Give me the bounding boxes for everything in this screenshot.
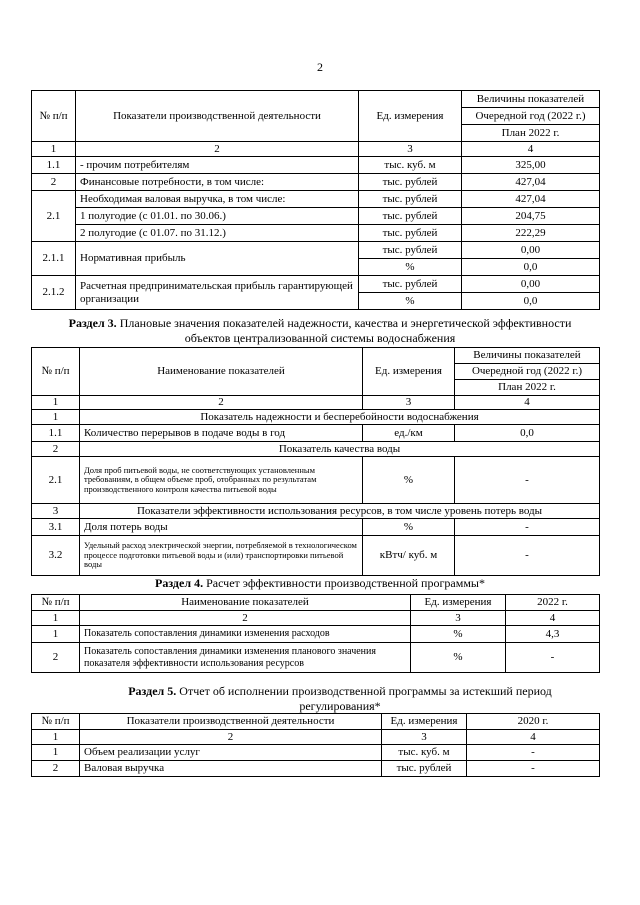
row-num: 1.1 xyxy=(32,157,76,174)
row-num: 3.1 xyxy=(32,519,80,536)
header-year: Очередной год (2022 г.) xyxy=(455,364,600,380)
production-indicators-table xyxy=(31,90,600,310)
index-cell: 4 xyxy=(467,730,600,745)
row-name: Удельный расход электрической энергии, потребляемой в технологическом процессе подготовки питьевой воды и (или) транспортировки питьевой воды xyxy=(80,536,363,576)
row-unit: тыс. куб. м xyxy=(382,745,467,761)
table-row xyxy=(32,457,600,504)
row-value: 0,00 xyxy=(462,242,600,259)
row-name: Объем реализации услуг xyxy=(80,745,382,761)
row-name: Финансовые потребности, в том числе: xyxy=(76,174,359,191)
row-unit: тыс. рублей xyxy=(359,191,462,208)
table-row xyxy=(32,225,600,242)
row-num: 2.1 xyxy=(32,457,80,504)
table-row xyxy=(32,643,600,673)
row-num: 1 xyxy=(32,745,80,761)
table-row xyxy=(32,519,600,536)
row-value: 427,04 xyxy=(462,191,600,208)
row-value: 427,04 xyxy=(462,174,600,191)
index-cell: 3 xyxy=(411,611,506,626)
row-unit: тыс. рублей xyxy=(359,225,462,242)
row-value: 0,00 xyxy=(462,276,600,293)
table-row xyxy=(32,761,600,777)
header-num: № п/п xyxy=(32,91,76,142)
index-cell: 1 xyxy=(32,142,76,157)
index-cell: 4 xyxy=(455,396,600,410)
row-name: Расчетная предпринимательская прибыль гарантирующей организации xyxy=(76,276,359,310)
row-value: - xyxy=(467,745,600,761)
row-value: 4,3 xyxy=(506,626,600,643)
row-unit: тыс. рублей xyxy=(382,761,467,777)
header-name: Наименование показателей xyxy=(80,348,363,396)
row-value: - xyxy=(455,536,600,576)
row-unit: тыс. рублей xyxy=(359,242,462,259)
index-cell: 4 xyxy=(506,611,600,626)
row-unit: тыс. куб. м xyxy=(359,157,462,174)
table-row xyxy=(32,536,600,576)
index-cell: 3 xyxy=(359,142,462,157)
row-unit: кВтч/ куб. м xyxy=(363,536,455,576)
row-value: 222,29 xyxy=(462,225,600,242)
header-num: № п/п xyxy=(32,348,80,396)
table-row xyxy=(32,745,600,761)
row-value: 0,0 xyxy=(462,293,600,310)
table-row xyxy=(32,157,600,174)
row-num: 2 xyxy=(32,643,80,673)
section-label: Показатель качества воды xyxy=(80,442,600,457)
table-row xyxy=(32,425,600,442)
table-row xyxy=(32,191,600,208)
row-num: 2.1.1 xyxy=(32,242,76,276)
row-num: 1.1 xyxy=(32,425,80,442)
row-name: 1 полугодие (с 01.01. по 30.06.) xyxy=(76,208,359,225)
index-cell: 2 xyxy=(80,396,363,410)
section-row xyxy=(32,410,600,425)
row-name: Количество перерывов в подаче воды в год xyxy=(80,425,363,442)
reliability-indicators-table xyxy=(31,347,600,576)
row-value: 204,75 xyxy=(462,208,600,225)
row-unit: ед./км xyxy=(363,425,455,442)
index-cell: 4 xyxy=(462,142,600,157)
row-num: 2.1 xyxy=(32,191,76,242)
header-num: № п/п xyxy=(32,714,80,730)
header-unit: Ед. измерения xyxy=(382,714,467,730)
section-row xyxy=(32,442,600,457)
row-name: - прочим потребителям xyxy=(76,157,359,174)
row-name: Нормативная прибыль xyxy=(76,242,359,276)
index-cell: 2 xyxy=(80,611,411,626)
section-5-prefix: Раздел 5. xyxy=(128,684,177,698)
row-name: Показатель сопоставления динамики изменения планового значения показателя эффективности использования ресурсов xyxy=(80,643,411,673)
index-cell: 1 xyxy=(32,396,80,410)
row-num: 2 xyxy=(32,761,80,777)
header-num: № п/п xyxy=(32,595,80,611)
header-plan: План 2022 г. xyxy=(462,125,600,142)
table-row xyxy=(32,242,600,259)
row-unit: % xyxy=(363,519,455,536)
index-cell: 1 xyxy=(32,730,80,745)
section-3-heading xyxy=(60,316,580,346)
row-value: 325,00 xyxy=(462,157,600,174)
page-number: 2 xyxy=(317,60,323,74)
row-num: 2 xyxy=(32,442,80,457)
table-row xyxy=(32,626,600,643)
section-4-title: Расчет эффективности производственной программы* xyxy=(206,576,485,590)
row-unit: тыс. рублей xyxy=(359,174,462,191)
index-cell: 2 xyxy=(76,142,359,157)
row-unit: тыс. рублей xyxy=(359,276,462,293)
section-3-prefix: Раздел 3. xyxy=(68,316,117,330)
row-value: - xyxy=(455,519,600,536)
row-name: Необходимая валовая выручка, в том числе: xyxy=(76,191,359,208)
table-row xyxy=(32,174,600,191)
row-value: - xyxy=(467,761,600,777)
header-year: 2020 г. xyxy=(467,714,600,730)
header-plan: План 2022 г. xyxy=(455,380,600,396)
section-4-heading xyxy=(60,576,580,591)
header-unit: Ед. измерения xyxy=(411,595,506,611)
row-unit: % xyxy=(363,457,455,504)
section-row xyxy=(32,504,600,519)
row-value: - xyxy=(455,457,600,504)
header-name: Показатели производственной деятельности xyxy=(80,714,382,730)
row-name: Доля потерь воды xyxy=(80,519,363,536)
section-label: Показатели эффективности использования ресурсов, в том числе уровень потерь воды xyxy=(80,504,600,519)
table-row xyxy=(32,276,600,293)
section-4-prefix: Раздел 4. xyxy=(155,576,204,590)
section-5-title: Отчет об исполнении производственной программы за истекший период регулирования* xyxy=(179,684,552,713)
table-row xyxy=(32,208,600,225)
row-unit: % xyxy=(359,293,462,310)
header-name: Показатели производственной деятельности xyxy=(76,91,359,142)
row-num: 3.2 xyxy=(32,536,80,576)
index-cell: 1 xyxy=(32,611,80,626)
row-num: 2 xyxy=(32,174,76,191)
section-3-title: Плановые значения показателей надежности, качества и энергетической эффективности объектов централизованной системы водоснабжения xyxy=(119,316,572,345)
efficiency-calculation-table xyxy=(31,594,600,673)
header-unit: Ед. измерения xyxy=(363,348,455,396)
row-num: 3 xyxy=(32,504,80,519)
row-value: 0,0 xyxy=(462,259,600,276)
header-year: 2022 г. xyxy=(506,595,600,611)
index-cell: 3 xyxy=(382,730,467,745)
row-name: Валовая выручка xyxy=(80,761,382,777)
row-num: 1 xyxy=(32,410,80,425)
row-name: 2 полугодие (с 01.07. по 31.12.) xyxy=(76,225,359,242)
row-num: 2.1.2 xyxy=(32,276,76,310)
execution-report-table xyxy=(31,713,600,777)
header-name: Наименование показателей xyxy=(80,595,411,611)
row-value: - xyxy=(506,643,600,673)
row-unit: % xyxy=(411,626,506,643)
index-cell: 2 xyxy=(80,730,382,745)
row-name: Доля проб питьевой воды, не соответствующих установленным требованиям, в общем объеме проб, отобранных по результатам производственного контроля качества питьевой воды xyxy=(80,457,363,504)
row-unit: тыс. рублей xyxy=(359,208,462,225)
header-values: Величины показателей xyxy=(455,348,600,364)
section-label: Показатель надежности и бесперебойности водоснабжения xyxy=(80,410,600,425)
row-unit: % xyxy=(411,643,506,673)
header-year: Очередной год (2022 г.) xyxy=(462,108,600,125)
row-name: Показатель сопоставления динамики изменения расходов xyxy=(80,626,411,643)
row-unit: % xyxy=(359,259,462,276)
row-value: 0,0 xyxy=(455,425,600,442)
header-values: Величины показателей xyxy=(462,91,600,108)
row-num: 1 xyxy=(32,626,80,643)
index-cell: 3 xyxy=(363,396,455,410)
header-unit: Ед. измерения xyxy=(359,91,462,142)
section-5-heading xyxy=(90,684,590,714)
